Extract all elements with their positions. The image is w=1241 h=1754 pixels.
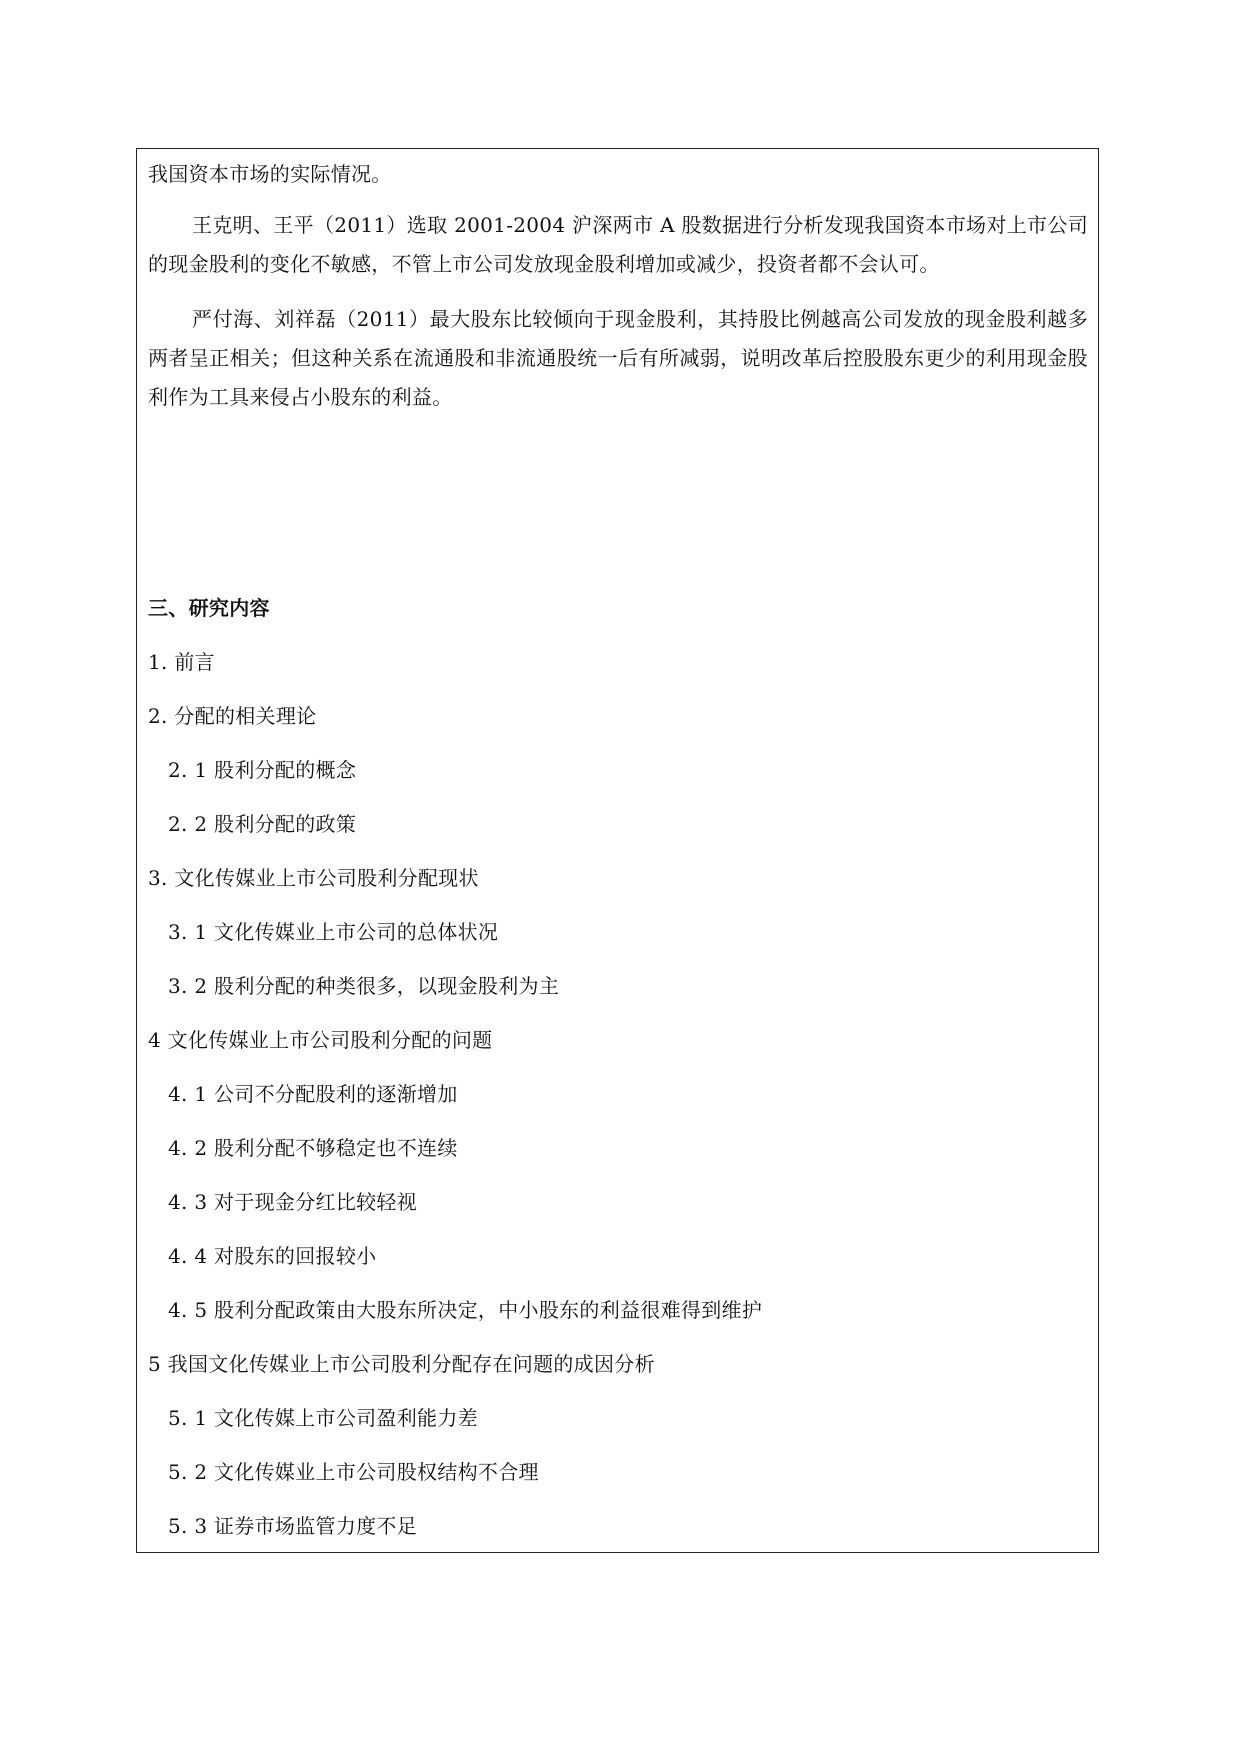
outline-subitem: 4. 5 股利分配政策由大股东所决定，中小股东的利益很难得到维护 bbox=[168, 1298, 763, 1322]
outline-subitem: 4. 4 对股东的回报较小 bbox=[168, 1244, 377, 1268]
outline-item: 5 我国文化传媒业上市公司股利分配存在问题的成因分析 bbox=[148, 1352, 655, 1376]
outline-subitem: 4. 1 公司不分配股利的逐渐增加 bbox=[168, 1082, 458, 1106]
outline-subitem: 2. 1 股利分配的概念 bbox=[168, 758, 357, 782]
section-title: 三、研究内容 bbox=[148, 596, 270, 620]
outline-subitem: 5. 1 文化传媒上市公司盈利能力差 bbox=[168, 1406, 478, 1430]
outline-subitem: 3. 1 文化传媒业上市公司的总体状况 bbox=[168, 920, 499, 944]
outline-item: 3. 文化传媒业上市公司股利分配现状 bbox=[148, 866, 479, 890]
outline-subitem: 2. 2 股利分配的政策 bbox=[168, 812, 357, 836]
paragraph-yan: 严付海、刘祥磊（2011）最大股东比较倾向于现金股利，其持股比例越高公司发放的现金股利越多两者呈正相关；但这种关系在流通股和非流通股统一后有所减弱，说明改革后控股股东更少的利用现金股利作为工具来侵占小股东的利益。 bbox=[148, 307, 1088, 409]
intro-tail-text: 我国资本市场的实际情况。 bbox=[148, 162, 392, 186]
outline-subitem: 5. 3 证券市场监管力度不足 bbox=[168, 1514, 418, 1538]
paragraph-wang: 王克明、王平（2011）选取 2001-2004 沪深两市 A 股数据进行分析发现我国资本市场对上市公司的现金股利的变化不敏感，不管上市公司发放现金股利增加或减少，投资者都不会认可。 bbox=[148, 213, 1088, 276]
outline-item: 1. 前言 bbox=[148, 650, 215, 674]
outline-subitem: 3. 2 股利分配的种类很多，以现金股利为主 bbox=[168, 974, 560, 998]
outline-subitem: 4. 2 股利分配不够稳定也不连续 bbox=[168, 1136, 458, 1160]
outline-item: 2. 分配的相关理论 bbox=[148, 704, 317, 728]
outline-subitem: 5. 2 文化传媒业上市公司股权结构不合理 bbox=[168, 1460, 539, 1484]
outline-item: 4 文化传媒业上市公司股利分配的问题 bbox=[148, 1028, 493, 1052]
outline-subitem: 4. 3 对于现金分红比较轻视 bbox=[168, 1190, 418, 1214]
